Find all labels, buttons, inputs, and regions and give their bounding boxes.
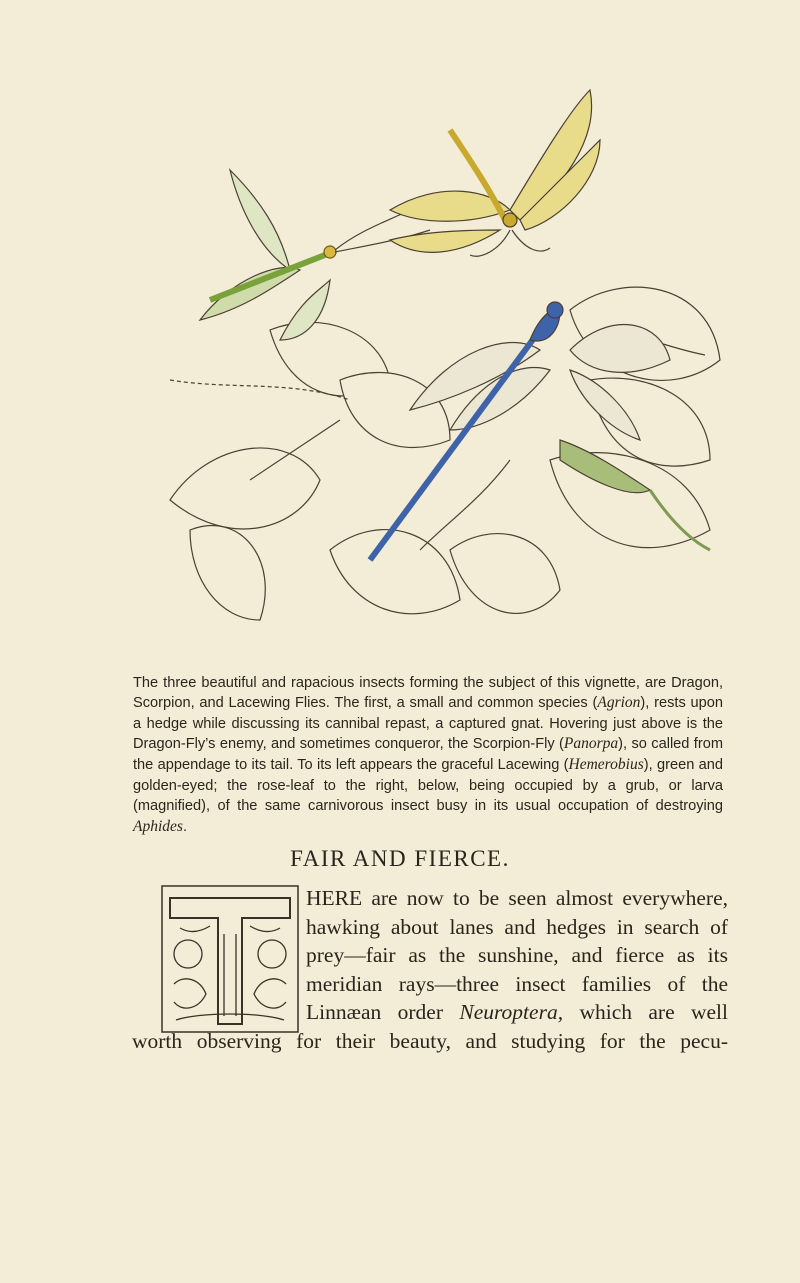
caption-species-agrion: Agrion [597, 694, 641, 712]
body-line: HERE are now to be seen almost everywhere, [306, 886, 728, 910]
caption-species-panorpa: Panorpa [563, 735, 619, 753]
illustration-caption [133, 673, 723, 838]
caption-text: The three beautiful and rapacious insects forming the subject of this vignette, are Dragon, Scorpion, and Lacewing Flies. The first, a small and common species ( [133, 674, 723, 712]
body-line [132, 998, 728, 1027]
body-line: meridian rays—three insect families of the [306, 971, 728, 996]
scorpion-fly [390, 90, 600, 256]
body-text-span: Linnæan order [306, 1000, 460, 1025]
body-line: worth observing for their beauty, and studying for the pecu- [132, 1028, 728, 1053]
caption-text: ), so called from the appendage to its tail. To its left appears the graceful Lacewing ( [133, 736, 723, 773]
caption-text: ), green and golden-eyed; the rose-leaf to the right, below, being occupied by a grub, or larva (magnified), of the same carnivorous insect busy in its usual occupation of destroying [133, 756, 723, 815]
caption-text: ), rests upon a hedge while discussing its cannibal repast, a captured gnat. Hovering just above is the Dragon-Fly’s enemy, and sometimes conqueror, the Scorpion-Fly ( [133, 695, 723, 753]
lacewing [200, 170, 430, 340]
body-line: hawking about lanes and hedges in search of [306, 914, 728, 939]
body-text-span: which are well [563, 1000, 728, 1025]
caption-species-aphides: Aphides [133, 817, 183, 835]
caption-text: . [182, 818, 187, 835]
insect-illustration [150, 80, 740, 645]
body-line: prey—fair as the sunshine, and fierce as its [306, 943, 728, 968]
caption-species-hemerobius: Hemerobius [568, 755, 644, 773]
chapter-heading: FAIR AND FIERCE. [290, 846, 510, 871]
order-name-neuroptera: Neuroptera, [459, 1000, 564, 1025]
body-paragraph [132, 884, 728, 1056]
